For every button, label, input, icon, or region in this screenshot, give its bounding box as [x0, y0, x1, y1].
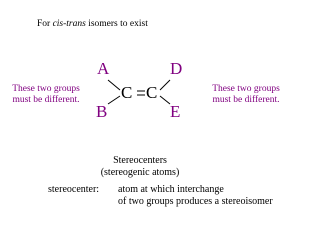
caption-subtitle: (stereogenic atoms): [100, 167, 180, 178]
group-D: D: [170, 59, 183, 78]
header-suffix: isomers to exist: [85, 19, 148, 29]
carbon-right: C: [146, 83, 158, 102]
caption-title: Stereocenters: [113, 155, 167, 166]
left-note-line-2: must be different.: [12, 95, 80, 105]
header-emphasis: cis-trans: [52, 19, 86, 29]
carbon-left: C: [121, 83, 133, 102]
right-note-line-1: These two groups: [212, 84, 280, 94]
group-E: E: [170, 102, 181, 121]
bond-A-C: [108, 80, 120, 90]
bond-C-E: [160, 96, 170, 104]
left-note-line-1: These two groups: [12, 84, 80, 94]
bond-C-D: [160, 80, 170, 90]
bond-B-C: [108, 96, 120, 104]
definition-line-1: atom at which interchange: [118, 184, 224, 195]
group-A: A: [97, 59, 110, 78]
definition-term: stereocenter:: [48, 184, 100, 195]
right-note-line-2: must be different.: [212, 95, 280, 105]
header-prefix: For: [37, 19, 53, 29]
group-B: B: [96, 102, 108, 121]
definition-line-2: of two groups produces a stereoisomer: [118, 196, 273, 207]
